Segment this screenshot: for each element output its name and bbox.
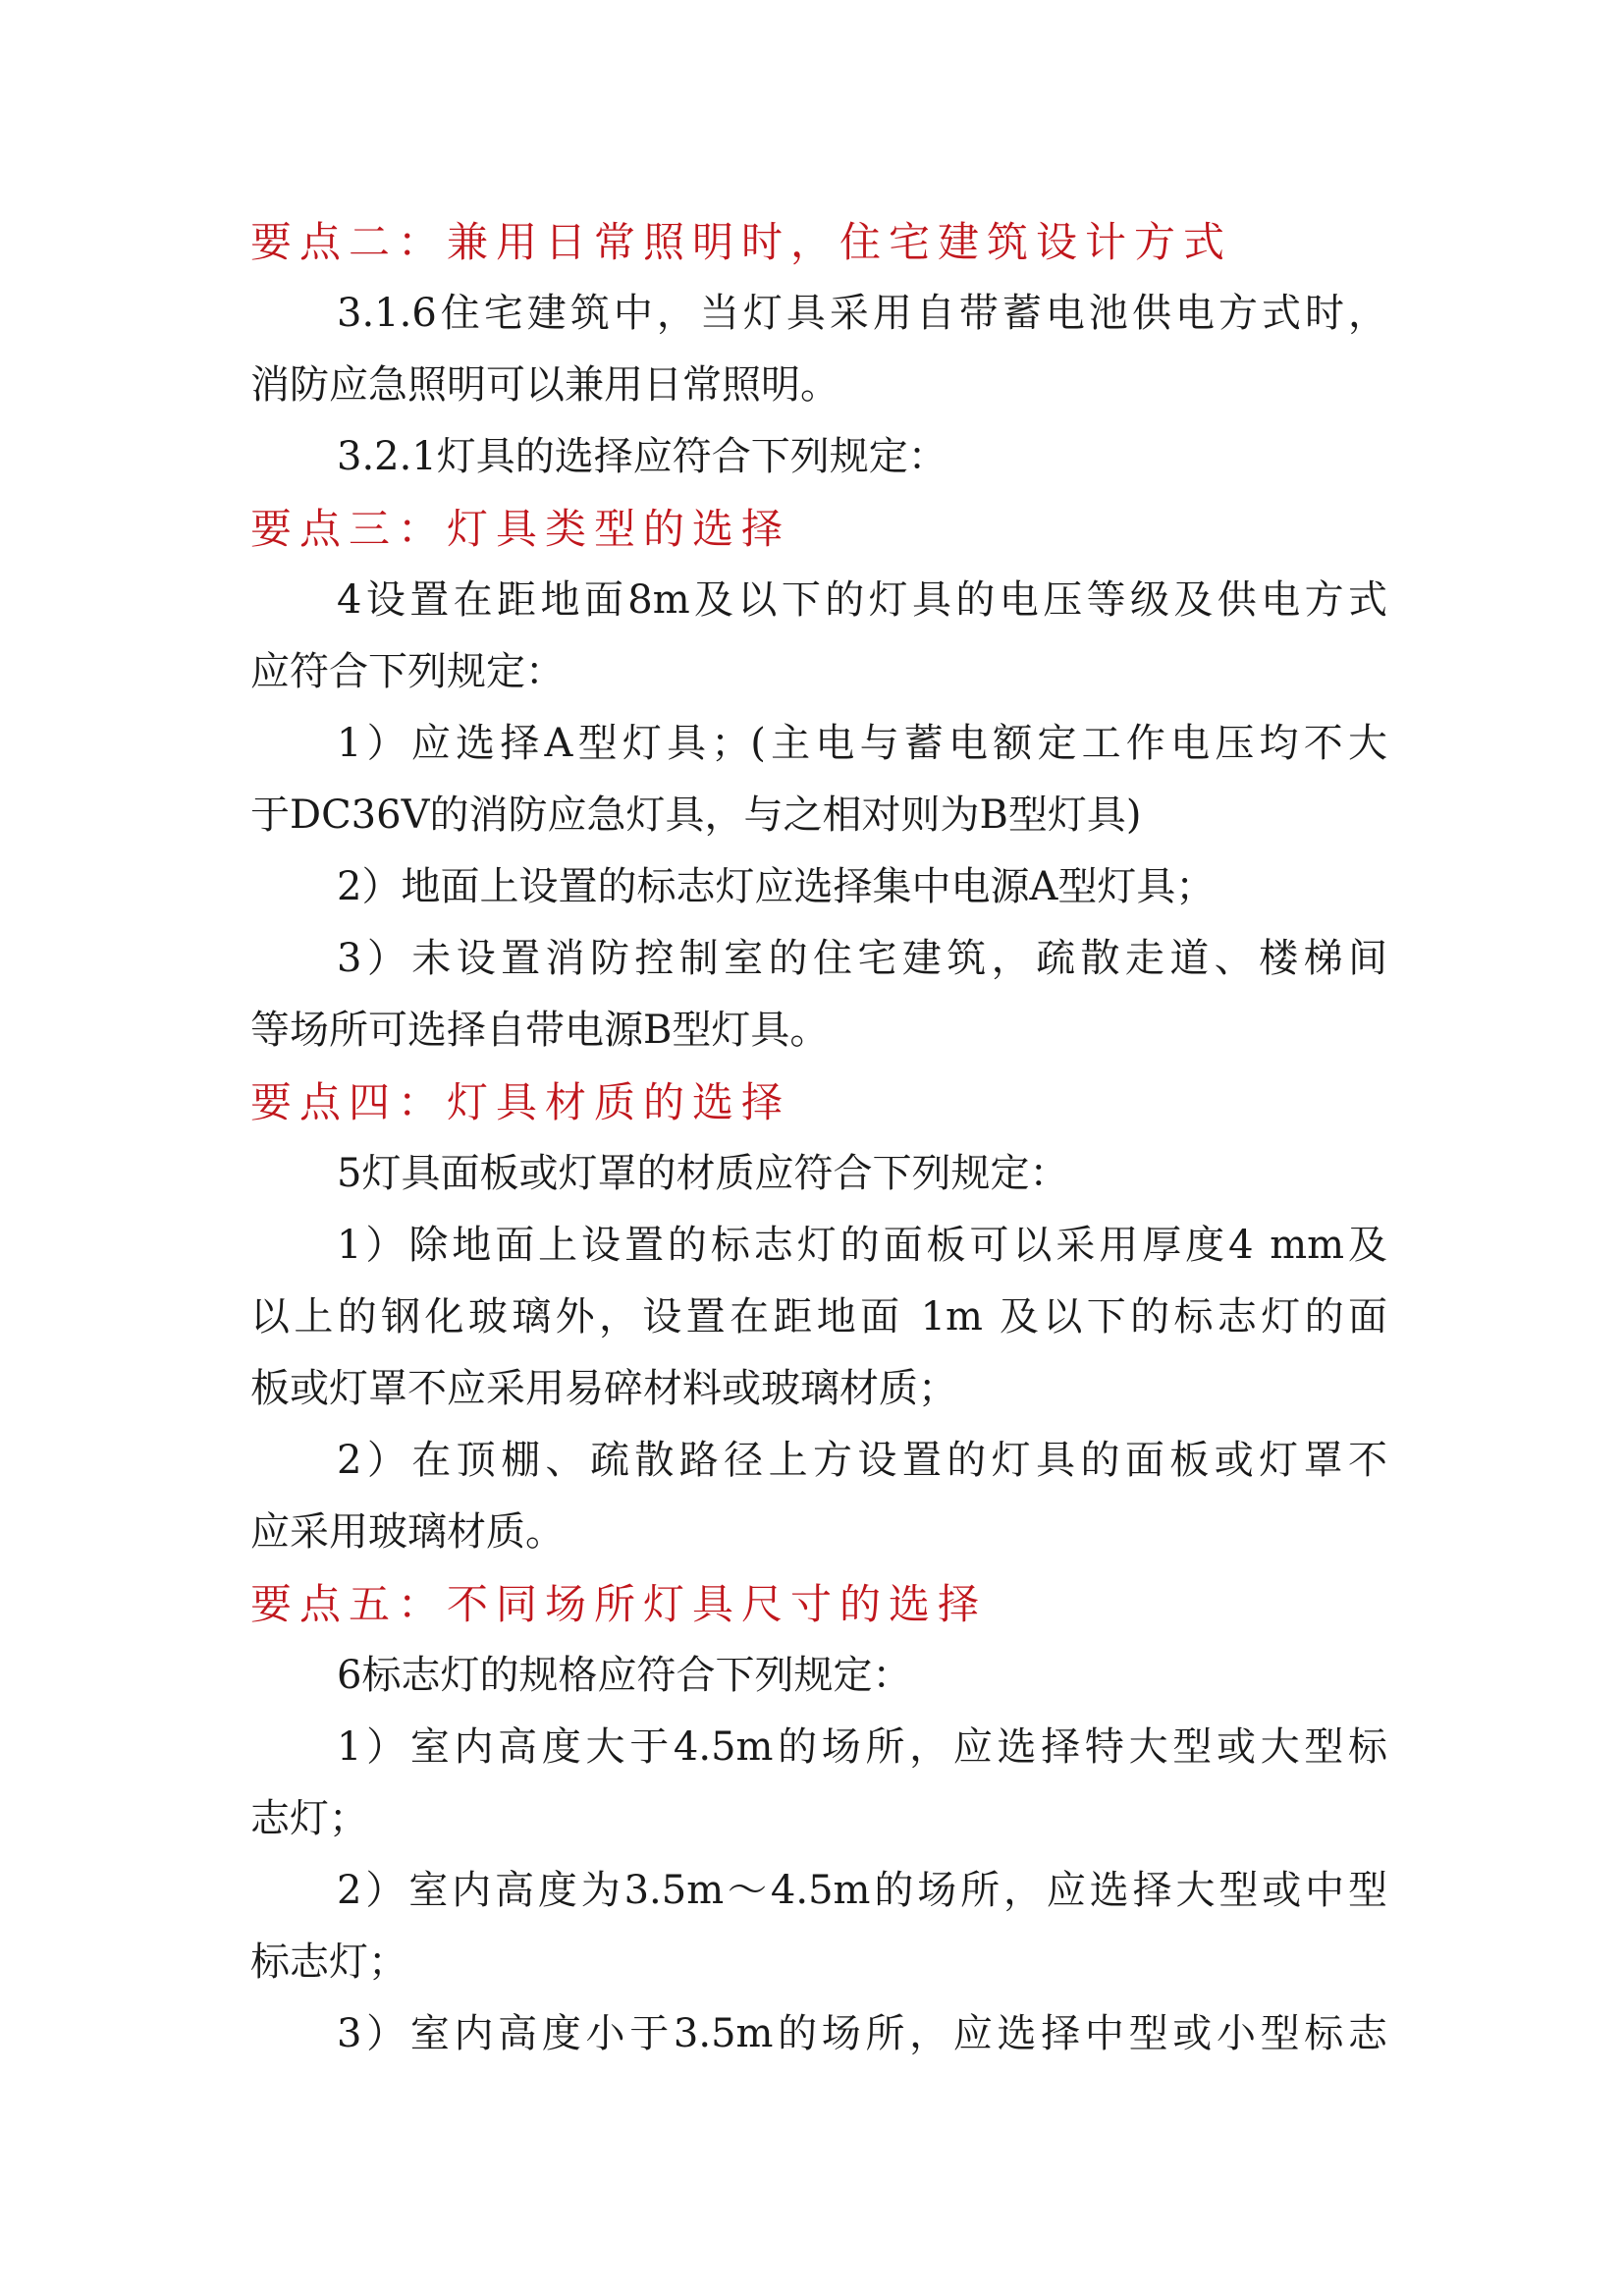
paragraph-line: 板或灯罩不应采用易碎材料或玻璃材质； xyxy=(250,1366,957,1411)
paragraph-line: 3.2.1灯具的选择应符合下列规定： xyxy=(337,434,947,479)
section-heading-2: 要点二：兼用日常照明时，住宅建筑设计方式 xyxy=(250,218,1233,266)
paragraph-line: 6标志灯的规格应符合下列规定： xyxy=(337,1653,912,1698)
paragraph-line: 以上的钢化玻璃外，设置在距地面 1m 及以下的标志灯的面 xyxy=(250,1294,1387,1339)
section-heading-3: 要点三：灯具类型的选择 xyxy=(250,505,791,553)
paragraph-line: 2）室内高度为3.5m～4.5m的场所，应选择大型或中型 xyxy=(337,1868,1387,1913)
paragraph-line: 等场所可选择自带电源B型灯具。 xyxy=(250,1008,830,1053)
paragraph-line: 2）地面上设置的标志灯应选择集中电源A型灯具； xyxy=(337,864,1216,909)
paragraph-line: 4设置在距地面8m及以下的灯具的电压等级及供电方式 xyxy=(337,577,1387,623)
paragraph-line: 3.1.6住宅建筑中，当灯具采用自带蓄电池供电方式时， xyxy=(337,291,1387,336)
section-heading-5: 要点五：不同场所灯具尺寸的选择 xyxy=(250,1580,988,1628)
paragraph-line: 2）在顶棚、疏散路径上方设置的灯具的面板或灯罩不 xyxy=(337,1438,1387,1483)
paragraph-line: 标志灯； xyxy=(250,1940,407,1985)
paragraph-line: 应采用玻璃材质。 xyxy=(250,1509,565,1555)
paragraph-line: 3）未设置消防控制室的住宅建筑，疏散走道、楼梯间 xyxy=(337,936,1387,981)
paragraph-line: 应符合下列规定： xyxy=(250,649,565,694)
paragraph-line: 志灯； xyxy=(250,1796,368,1841)
paragraph-line: 1）室内高度大于4.5m的场所，应选择特大型或大型标 xyxy=(337,1724,1387,1770)
document-page xyxy=(250,206,1387,2070)
paragraph-line: 1）除地面上设置的标志灯的面板可以采用厚度4 mm及 xyxy=(337,1223,1387,1268)
paragraph-line: 于DC36V的消防应急灯具，与之相对则为B型灯具) xyxy=(250,793,1142,838)
paragraph-line: 5灯具面板或灯罩的材质应符合下列规定： xyxy=(337,1151,1069,1196)
paragraph-line: 3）室内高度小于3.5m的场所，应选择中型或小型标志 xyxy=(337,2011,1387,2056)
paragraph-line: 消防应急照明可以兼用日常照明。 xyxy=(250,362,839,408)
paragraph-line: 1）应选择A型灯具；(主电与蓄电额定工作电压均不大 xyxy=(337,721,1387,766)
section-heading-4: 要点四：灯具材质的选择 xyxy=(250,1078,791,1126)
